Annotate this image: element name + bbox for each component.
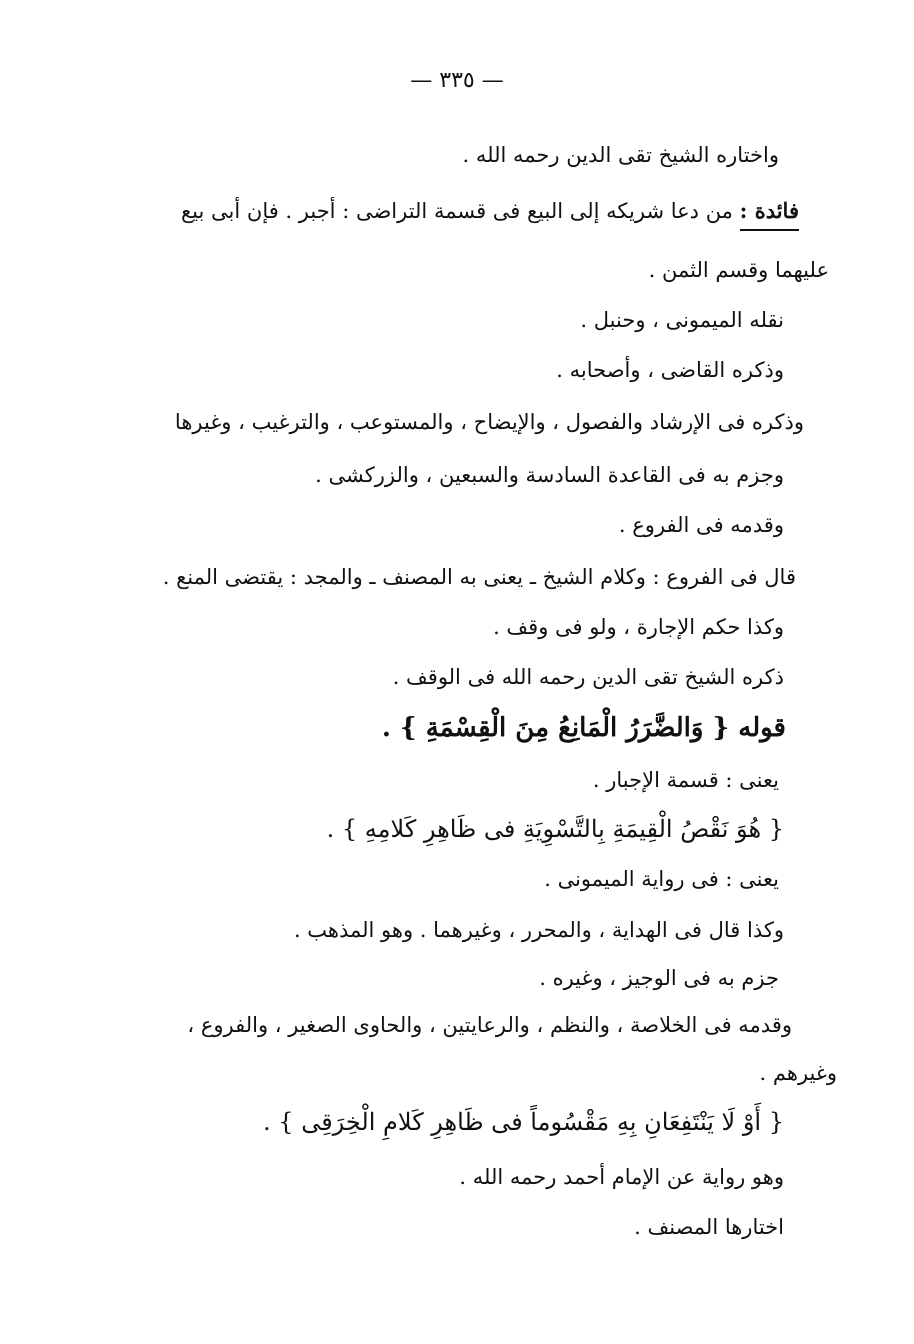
fayda-text: من دعا شريكه إلى البيع فى قسمة التراضى : أجبر . فإن أبى بيع (181, 199, 733, 223)
text-line: جزم به فى الوجيز ، وغيره . (539, 966, 779, 990)
fayda-label: فائدة : (740, 198, 799, 231)
text-line: يعنى : قسمة الإجبار . (592, 768, 779, 792)
text-line: وذكره فى الإرشاد والفصول ، والإيضاح ، والمستوعب ، والترغيب ، وغيرها (174, 410, 804, 434)
text-line: قال فى الفروع : وكلام الشيخ ـ يعنى به المصنف ـ والمجد : يقتضى المنع . (162, 565, 796, 589)
text-line: يعنى : فى رواية الميمونى . (544, 867, 779, 891)
heading-line: قوله { وَالضَّرَرُ الْمَانِعُ مِنَ الْقِسْمَةِ } . (381, 713, 786, 743)
text-line: وجزم به فى القاعدة السادسة والسبعين ، والزركشى . (315, 463, 784, 487)
text-line: نقله الميمونى ، وحنبل . (580, 308, 784, 332)
text-line: وكذا قال فى الهداية ، والمحرر ، وغيرهما . وهو المذهب . (293, 918, 784, 942)
page-number: — ٣٣٥ — (410, 68, 504, 93)
text-line-fayda (181, 196, 799, 226)
text-line: وكذا حكم الإجارة ، ولو فى وقف . (493, 615, 784, 639)
text-line: وقدمه فى الخلاصة ، والنظم ، والرعايتين ، والحاوى الصغير ، والفروع ، (187, 1013, 792, 1037)
text-line: ذكره الشيخ تقى الدين رحمه الله فى الوقف . (392, 665, 784, 689)
text-line: وغيرهم . (759, 1061, 837, 1085)
text-line: وذكره القاضى ، وأصحابه . (556, 358, 784, 382)
text-line: اختارها المصنف . (634, 1215, 784, 1239)
text-line: عليهما وقسم الثمن . (648, 258, 829, 282)
text-line: وهو رواية عن الإمام أحمد رحمه الله . (459, 1165, 784, 1189)
quote-line: { هُوَ نَقْصُ الْقِيمَةِ بِالتَّسْوِيَةِ فى ظَاهِرِ كَلامِهِ } . (326, 815, 784, 843)
text-line: وقدمه فى الفروع . (618, 513, 784, 537)
quote-line: { أَوْ لَا يَنْتَفِعَانِ بِهِ مَقْسُوماً فى ظَاهِرِ كَلامِ الْخِرَقِى } . (263, 1108, 784, 1136)
text-line: واختاره الشيخ تقى الدين رحمه الله . (462, 143, 779, 167)
